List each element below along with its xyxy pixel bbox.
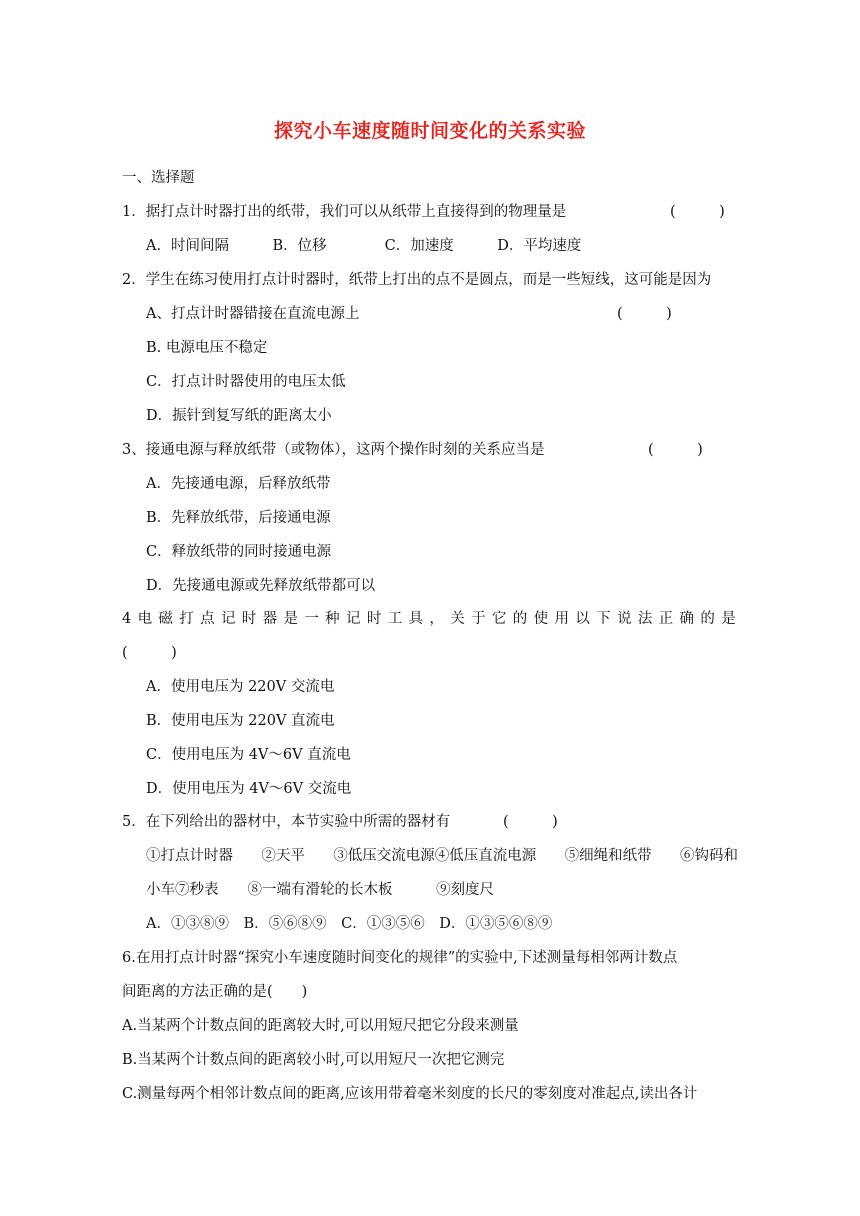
q4-char: 磁 bbox=[158, 611, 173, 627]
question-3-option-d: D．先接通电源或先释放纸带都可以 bbox=[146, 578, 376, 594]
question-4-option-b: B．使用电压为 220V 直流电 bbox=[146, 713, 335, 729]
q4-char: 关 bbox=[450, 611, 465, 627]
question-6-stem-line2: 间距离的方法正确的是( ) bbox=[122, 984, 308, 1000]
question-2-option-a: A、打点计时器错接在直流电源上 bbox=[146, 306, 360, 322]
q4-char: 使 bbox=[533, 611, 549, 627]
q4-char: 记 bbox=[220, 611, 236, 627]
q4-char: 器 bbox=[262, 611, 278, 627]
q4-char: 法 bbox=[637, 611, 653, 627]
q4-char: 以 bbox=[575, 611, 590, 627]
question-5-answer-blank: ( ) bbox=[503, 814, 558, 830]
q4-char: 是 bbox=[721, 611, 736, 627]
question-1-stem: 1．据打点计时器打出的纸带，我们可以从纸带上直接得到的物理量是 bbox=[122, 204, 567, 220]
q4-char: 时 bbox=[241, 611, 257, 627]
q5-item: ②天平 bbox=[261, 848, 305, 864]
question-4-option-c: C．使用电压为 4V～6V 直流电 bbox=[146, 747, 351, 763]
q4-char: 的 bbox=[512, 611, 528, 627]
section-heading: 一、选择题 bbox=[122, 170, 195, 186]
q4-char: 4 bbox=[122, 611, 132, 627]
question-3-stem: 3、接通电源与释放纸带（或物体），这两个操作时刻的关系应当是 bbox=[122, 442, 545, 458]
question-2-option-c: C．打点计时器使用的电压太低 bbox=[146, 374, 346, 390]
q4-char: 记 bbox=[346, 611, 361, 627]
question-3-option-c: C．释放纸带的同时接通电源 bbox=[146, 544, 332, 560]
q5-item: ⑤细绳和纸带 bbox=[564, 848, 652, 864]
q4-char: ， bbox=[429, 611, 444, 627]
question-2-answer-blank: ( ) bbox=[617, 306, 672, 322]
question-1-answer-blank: ( ) bbox=[670, 204, 725, 220]
q4-char: 说 bbox=[616, 611, 632, 627]
question-3-option-b: B．先释放纸带，后接通电源 bbox=[146, 510, 331, 526]
question-6-option-c: C.测量每两个相邻计数点间的距离,应该用带着毫米刻度的长尺的零刻度对准起点,读出各计 bbox=[122, 1086, 698, 1102]
question-6-option-b: B.当某两个计数点间的距离较小时,可以用短尺一次把它测完 bbox=[122, 1052, 505, 1068]
q4-char: 用 bbox=[554, 611, 569, 627]
question-2-option-b: B. 电源电压不稳定 bbox=[146, 340, 268, 356]
question-4-answer-blank: ( ) bbox=[122, 645, 177, 661]
question-5-items-line2: 小车⑦秒表 ⑧一端有滑轮的长木板 ⑨刻度尺 bbox=[146, 882, 494, 898]
question-6-option-a: A.当某两个计数点间的距离较大时,可以用短尺把它分段来测量 bbox=[122, 1018, 519, 1034]
q5-item: ①打点计时器 bbox=[146, 848, 233, 864]
question-5-items-line1 bbox=[146, 846, 738, 866]
q4-char: 工 bbox=[387, 611, 403, 627]
q4-char: 具 bbox=[408, 611, 424, 627]
q5-item: ⑥钩码和 bbox=[680, 848, 738, 864]
question-2-stem: 2．学生在练习使用打点计时器时，纸带上打出的点不是圆点，而是一些短线，这可能是因为 bbox=[122, 272, 712, 288]
question-2-option-d: D．振针到复写纸的距离太小 bbox=[146, 408, 332, 424]
q4-char: 电 bbox=[137, 611, 153, 627]
q4-char: 于 bbox=[471, 611, 486, 627]
question-4-stem bbox=[122, 609, 736, 629]
question-5-options: A．①③⑧⑨ B．⑤⑥⑧⑨ C．①③⑤⑥ D．①③⑤⑥⑧⑨ bbox=[146, 916, 553, 932]
page-title: 探究小车速度随时间变化的关系实验 bbox=[273, 120, 586, 142]
question-6-stem-line1: 6.在用打点计时器“探究小车速度随时间变化的规律”的实验中,下述测量每相邻两计数点 bbox=[122, 950, 678, 966]
q5-item: ③低压交流电源④低压直流电源 bbox=[333, 848, 537, 864]
question-3-answer-blank: ( ) bbox=[648, 442, 703, 458]
q4-char: 时 bbox=[366, 611, 382, 627]
q4-char: 点 bbox=[200, 611, 215, 627]
q4-char: 的 bbox=[700, 611, 715, 627]
q4-char: 正 bbox=[658, 611, 674, 627]
q4-char: 下 bbox=[596, 611, 611, 627]
question-3-option-a: A．先接通电源，后释放纸带 bbox=[146, 476, 331, 492]
question-1-options: A．时间间隔 B．位移 C．加速度 D．平均速度 bbox=[146, 238, 582, 254]
question-4-option-a: A．使用电压为 220V 交流电 bbox=[146, 679, 335, 695]
q4-char: 种 bbox=[325, 611, 340, 627]
q4-char: 是 bbox=[283, 611, 298, 627]
q4-char: 它 bbox=[491, 611, 507, 627]
q4-char: 打 bbox=[179, 611, 194, 627]
q4-char: 确 bbox=[679, 611, 695, 627]
question-4-option-d: D．使用电压为 4V～6V 交流电 bbox=[146, 781, 352, 797]
question-5-stem: 5．在下列给出的器材中，本节实验中所需的器材有 bbox=[122, 814, 451, 830]
q4-char: 一 bbox=[304, 611, 319, 627]
